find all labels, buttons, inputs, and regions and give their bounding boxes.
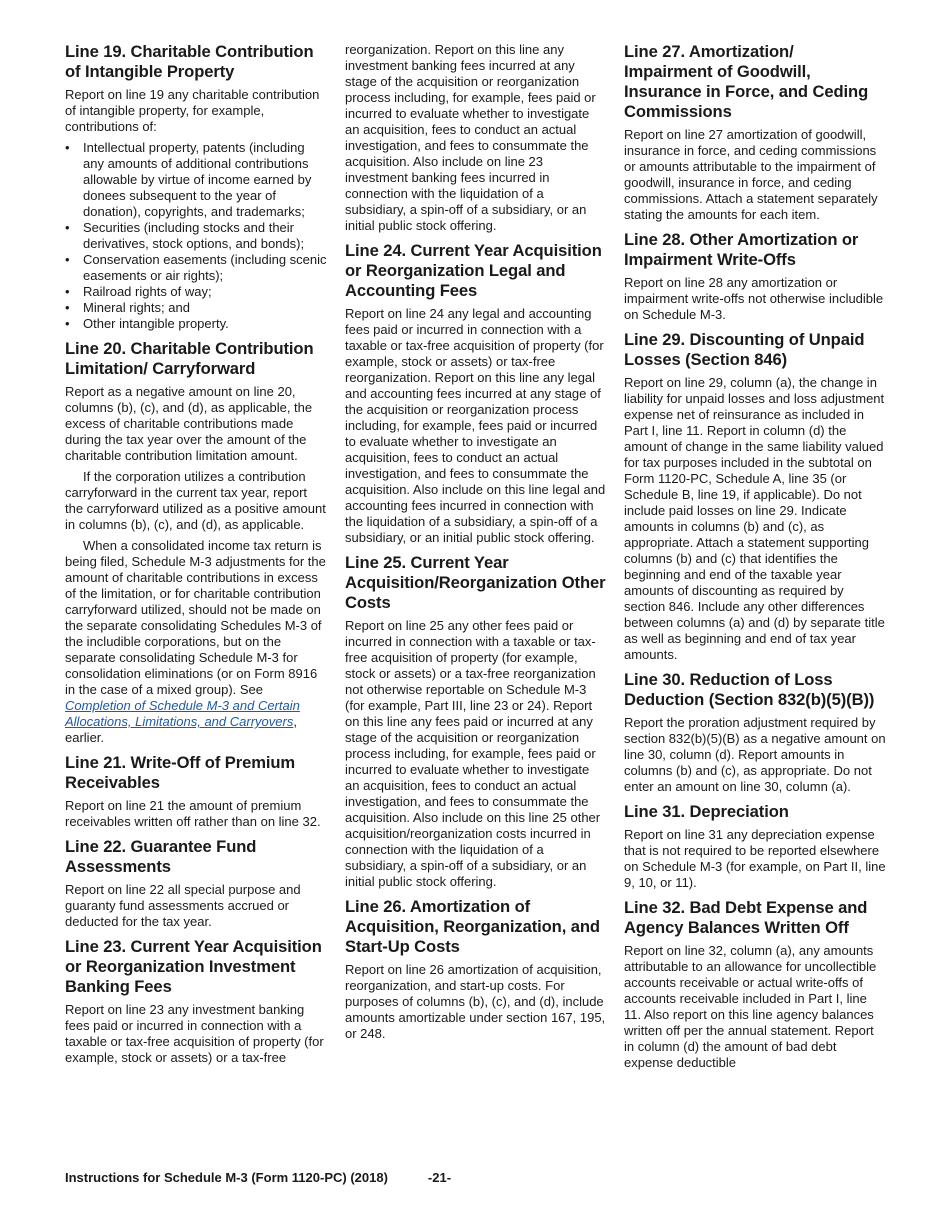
section-line-19 [65,42,327,332]
line-29-text: Report on line 29, column (a), the change in liability for unpaid losses and loss adjustment expense net of reinsurance as included in Part I, line 11. Report in column (d) the amount of change in the same liability valued for tax purposes included in the subtotal on Form 1120-PC, Schedule A, line 35 (or Schedule B, line 19, if applicable). Do not include paid losses on line 29. Indicate amounts in columns (b) and (c), as appropriate. Attach a statement supporting columns (b) and (c) that identifies the beginning and end of the taxable year amounts of discounting as required by section 846. Include any other differences between columns (a) and (d) by separate title as well as beginning and end of tax year amounts. [624,375,885,662]
list-item: • Securities (including stocks and their derivatives, stock options, and bonds); [65,220,305,251]
section-line-25 [345,553,607,890]
line-24-text: Report on line 24 any legal and accounting fees paid or incurred in connection with a taxable or tax-free acquisition of property (for example, stock or assets) or tax-free reorganization. Report on this line any legal and accounting fees incurred at any stage of the acquisition or reorganization process including, for example, fees paid or incurred to evaluate whether to investigate an acquisition, fees to conduct an actual investigation, and fees to consummate the acquisition. Also include on this line legal and accounting fees incurred in connection with the liquidation of a subsidiary, a spin-off of a subsidiary, or an initial public stock offering. [345,306,606,545]
bullet-icon: • [65,284,70,299]
line-29-heading: Line 29. Discounting of Unpaid Losses (Section 846) [624,330,865,369]
section-line-22 [65,837,327,930]
line-32-text: Report on line 32, column (a), any amounts attributable to an allowance for uncollectible accounts receivable or actual write-offs of accounts receivable included in Part I, line 11. Also report on this line agency balances written off per the annual statement. Report in column (d) the amount of bad debt expense deductible [624,943,877,1070]
line-22-text: Report on line 22 all special purpose and guaranty fund assessments accrued or deducted for the tax year. [65,882,301,929]
list-item: • Mineral rights; and [65,300,190,315]
line-23-heading: Line 23. Current Year Acquisition or Reorganization Investment Banking Fees [65,937,322,996]
line-20-text-3: When a consolidated income tax return is being filed, Schedule M-3 adjustments for the amount of charitable contributions in excess of the limitation, or for charitable contribution carryforward utilized, should not be made on the separate consolidating Schedules M-3 of the includible corporations, but on the separate consolidating Schedule M-3 for consolidation eliminations (or on Form 8916 in the case of a mixed group). See Completion of Schedule M-3 and Certain Allocations, Limitations, and Carryovers, earlier. [65,538,326,745]
section-line-27 [624,42,886,223]
line-27-heading: Line 27. Amortization/ Impairment of Goodwill, Insurance in Force, and Ceding Commissions [624,42,869,121]
section-line-26 [345,897,607,1042]
section-line-20 [65,339,327,746]
bullet-icon: • [65,252,70,267]
line-26-heading: Line 26. Amortization of Acquisition, Reorganization, and Start-Up Costs [345,897,600,956]
section-line-29 [624,330,886,663]
line-30-text: Report the proration adjustment required by section 832(b)(5)(B) as a negative amount on line 30, column (d). Report amounts in columns (b) and (c), as appropriate. Do not enter an amount on line 30, column (a). [624,715,886,794]
bullet-icon: • [65,316,70,331]
line-27-text: Report on line 27 amortization of goodwill, insurance in force, and ceding commissions or amounts attributable to the impairment of goodwill, insurance in force, and ceding commissions. Attach a statement separately stating the amounts for each item. [624,127,878,222]
list-item: • Other intangible property. [65,316,229,331]
section-line-23-continued [345,42,607,234]
line-24-heading: Line 24. Current Year Acquisition or Reorganization Legal and Accounting Fees [345,241,602,300]
line-19-text: Report on line 19 any charitable contribution of intangible property, for example, contributions of: [65,87,320,134]
line-22-heading: Line 22. Guarantee Fund Assessments [65,837,257,876]
line-32-heading: Line 32. Bad Debt Expense and Agency Balances Written Off [624,898,868,937]
section-line-31 [624,802,886,891]
section-line-32 [624,898,886,1071]
line-21-heading: Line 21. Write-Off of Premium Receivables [65,753,296,792]
section-line-30 [624,670,886,795]
line-23-text: Report on line 23 any investment banking fees paid or incurred in connection with a taxable or tax-free acquisition of property (for example, stock or assets) or a tax-free [65,1002,324,1065]
line-20-text-2: If the corporation utilizes a contribution carryforward in the current tax year, report the carryforward utilized as a positive amount in columns (b), (c), and (d), as applicable. [65,469,326,532]
line-23-text-continued: reorganization. Report on this line any investment banking fees incurred at any stage of the acquisition or reorganization process including, for example, fees paid or incurred to evaluate whether to investigate an acquisition, fees to conduct an actual investigation, and fees to consummate the acquisition. Also include on line 23 investment banking fees incurred in connection with the liquidation of a subsidiary, a spin-off of a subsidiary, or an initial public stock offering. [345,42,596,233]
line-20-heading: Line 20. Charitable Contribution Limitation/ Carryforward [65,339,314,378]
page-number: -21- [427,1170,452,1185]
line-19-heading: Line 19. Charitable Contribution of Intangible Property [65,42,314,81]
line-25-heading: Line 25. Current Year Acquisition/Reorganization Other Costs [345,553,606,612]
column-3 [624,42,886,1078]
line-19-list [65,140,327,332]
section-line-24 [345,241,607,546]
bullet-icon: • [65,300,70,315]
bullet-icon: • [65,140,70,155]
line-31-heading: Line 31. Depreciation [624,802,789,821]
section-line-28 [624,230,886,323]
line-28-heading: Line 28. Other Amortization or Impairment Write-Offs [624,230,859,269]
section-line-23 [65,937,327,1066]
column-2 [345,42,607,1049]
completion-schedule-m3-link[interactable]: Completion of Schedule M-3 and Certain Allocations, Limitations, and Carryovers [65,698,300,729]
line-25-text: Report on line 25 any other fees paid or incurred in connection with a taxable or tax-free acquisition of property (for example, stock or assets) or a tax-free reorganization not otherwise reportable on Schedule M-3 (for example, Part III, line 23 or 24). Report on this line any fees paid or incurred at any stage of the acquisition or reorganization process including, for example, fees paid or incurred to evaluate whether to investigate an acquisition, fees to conduct an actual investigation, and fees to consummate the acquisition. Also include on this line 25 other acquisition/reorganization costs incurred in connection with the liquidation of a subsidiary, a spin-off of a subsidiary, or an initial public stock offering. [345,618,601,889]
list-item: • Railroad rights of way; [65,284,212,299]
bullet-icon: • [65,220,70,235]
column-1 [65,42,327,1073]
list-item: • Conservation easements (including scenic easements or air rights); [65,252,327,283]
line-26-text: Report on line 26 amortization of acquisition, reorganization, and start-up costs. For purposes of columns (b), (c), and (d), include amounts amortizable under section 167, 195, or 248. [345,962,606,1041]
line-20-text-1: Report as a negative amount on line 20, columns (b), (c), and (d), as applicable, the excess of charitable contributions made during the tax year over the amount of the charitable contribution limitation amount. [65,384,313,463]
section-line-21 [65,753,327,830]
page-footer [65,1170,451,1185]
line-31-text: Report on line 31 any depreciation expense that is not required to be reported elsewhere on Schedule M-3 (for example, on Part II, line 9, 10, or 11). [624,827,886,890]
list-item: • Intellectual property, patents (including any amounts of additional contributions allowable by virtue of income earned by donees subsequent to the year of donation), copyrights, and trademarks; [65,140,312,219]
footer-title: Instructions for Schedule M-3 (Form 1120-PC) (2018) [65,1170,388,1185]
line-28-text: Report on line 28 any amortization or impairment write-offs not otherwise includible on Schedule M-3. [624,275,884,322]
line-30-heading: Line 30. Reduction of Loss Deduction (Section 832(b)(5)(B)) [624,670,875,709]
line-21-text: Report on line 21 the amount of premium receivables written off rather than on line 32. [65,798,321,829]
